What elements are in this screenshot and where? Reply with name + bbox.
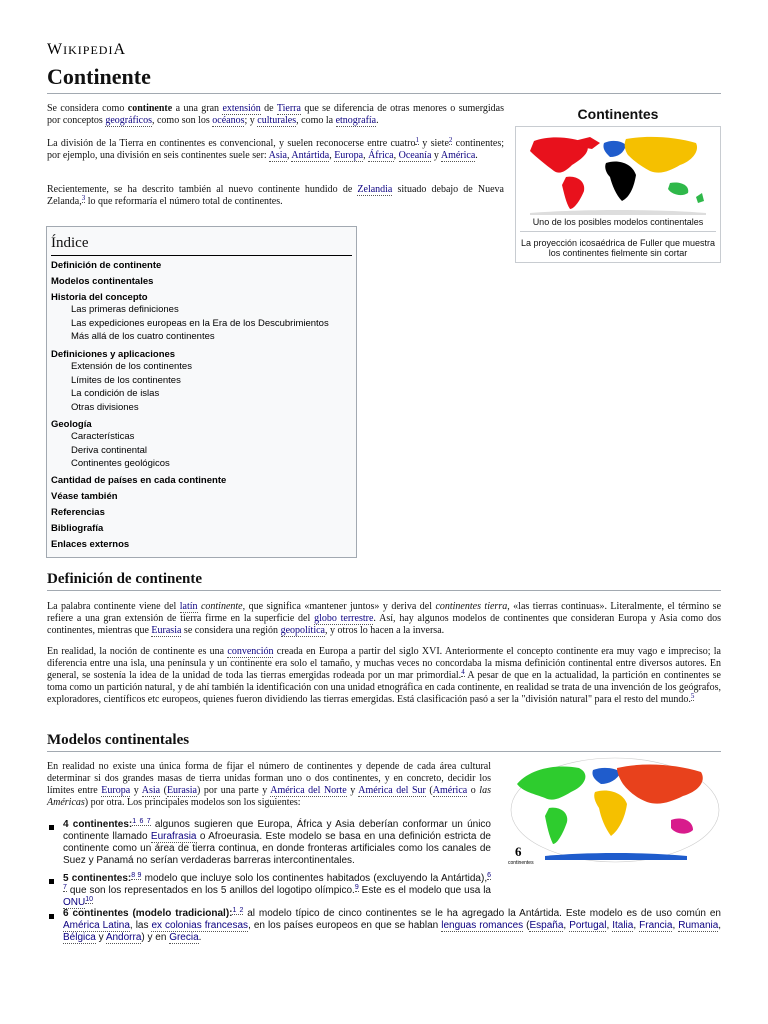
link-america[interactable]: América [440, 150, 476, 161]
page-title: Continente [47, 64, 151, 89]
toc-item[interactable]: Otras divisiones [71, 402, 139, 413]
link-eurasia[interactable]: Eurasia [151, 625, 182, 636]
toc-divider [51, 255, 352, 256]
toc-item[interactable]: Bibliografía [51, 523, 104, 534]
toc-item[interactable]: Límites de los continentes [71, 375, 181, 386]
toc-item[interactable]: Cantidad de países en cada continente [51, 475, 227, 486]
ref-4[interactable]: 4 [461, 667, 465, 676]
link-oceania[interactable]: Oceanía [398, 150, 432, 161]
link-asia-2[interactable]: Asia [141, 785, 161, 796]
link-asia[interactable]: Asia [268, 150, 287, 161]
wikipedia-logo[interactable]: WIKIPEDIA [47, 41, 126, 58]
toc-item[interactable]: Extensión de los continentes [71, 361, 192, 372]
world-map-continents[interactable] [520, 131, 716, 215]
link-francia[interactable]: Francia [639, 920, 673, 931]
toc-title: Índice [51, 235, 89, 251]
list-item-6-continentes: 6 continentes (modelo tradicional):$^{1 2}$ al modelo típico de cinco continentes se le ha agregado la Antártida. Este modelo es de uso común en América Latina, las ex colonias francesas, en los países europeos en que se hablan lenguas romances (España, Portugal, Italia, Francia, Rumania, Bélgica y Andorra) y en Grecia. [63, 906, 722, 943]
infobox [515, 104, 721, 263]
link-europa-2[interactable]: Europa [101, 785, 131, 796]
infobox-title: Continentes [577, 106, 659, 122]
refs-1-6-7[interactable]: 1 6 7 [132, 817, 151, 825]
link-lenguas-romances[interactable]: lenguas romances [441, 920, 524, 931]
map-number-label: 6 [515, 844, 522, 859]
ref-5[interactable]: 5 [690, 691, 695, 700]
infobox-caption-1: Uno de los posibles modelos continentales [532, 217, 704, 227]
definicion-paragraph-1: La palabra continente viene del latín continente, que significa «mantener juntos» y deriva del continentes tierra, «las tierras continuas». Literalmente, el término se refiere a una gran extensión de tierra firme en la superficie del globo terrestre. Así, hay algunos modelos de continentes que consideran Europa y Asia como dos continentes, mientras que Eurasia se considera una región geopolítica, y otros lo hacen a la inversa. [47, 601, 722, 636]
definicion-paragraph-2: En realidad, la noción de continente es una convención creada en Europa a partir del siglo XVI. Anteriormente el concepto continente era muy vago e impreciso; la diferencia entre una isla, una península y un continente era solo el tamaño, y muchas veces no concordaba la misma definición continental entre diversos autores. En general, se sostenía la idea de la unidad de toda las tierras emergidas rodeada por un mar primordial.$^4$ A pesar de que en la actualidad, la partición en continentes se toma como un partición natural, y de ahí también la identificación con una unidad etnográfica en cada continente, en realidad se trata de una invención de los geógrafos, exploradores, científicos etc europeos, quienes fueron dividiendo las tierras emergidas. Está clasificación pasó a ser la "división natural" para el resto del mundo.$^5$ [47, 646, 721, 705]
ref-9[interactable]: 9 [354, 883, 359, 891]
link-america-del-sur[interactable]: América del Sur [358, 785, 426, 796]
six-continents-map[interactable] [505, 756, 720, 866]
link-andorra[interactable]: Andorra [105, 932, 142, 943]
bullet-marker [49, 825, 54, 830]
toc-item[interactable]: Más allá de los cuatro continentes [71, 331, 215, 342]
link-culturales[interactable]: culturales [257, 115, 297, 126]
toc-item[interactable]: Definiciones y aplicaciones [51, 349, 176, 360]
toc-item[interactable]: Enlaces externos [51, 539, 130, 550]
ref-2[interactable]: 2 [448, 135, 453, 144]
link-grecia[interactable]: Grecia [169, 932, 199, 943]
toc-item[interactable]: Las primeras definiciones [71, 304, 179, 315]
bullet-marker [49, 879, 54, 884]
link-latin[interactable]: latín [179, 601, 198, 612]
link-ex-colonias-francesas[interactable]: ex colonias francesas [151, 920, 249, 931]
link-rumania[interactable]: Rumania [678, 920, 719, 931]
ref-10[interactable]: 10 [85, 895, 94, 903]
link-portugal[interactable]: Portugal [569, 920, 607, 931]
link-globo-terrestre[interactable]: globo terrestre [314, 613, 374, 624]
toc-item[interactable]: Las expediciones europeas en la Era de los Descubrimientos [71, 318, 329, 329]
link-italia[interactable]: Italia [612, 920, 634, 931]
link-europa[interactable]: Europa [334, 150, 364, 161]
heading-definicion: Definición de continente [47, 571, 202, 587]
ref-1[interactable]: 1 [415, 135, 419, 144]
link-convencion[interactable]: convención [227, 646, 274, 657]
link-eurafrasia[interactable]: Eurafrasia [150, 831, 197, 842]
heading-modelos: Modelos continentales [47, 732, 190, 748]
infobox-body [515, 126, 721, 263]
link-america-latina[interactable]: América Latina [63, 920, 130, 931]
toc-item[interactable]: Continentes geológicos [71, 458, 170, 469]
link-onu[interactable]: ONU [63, 897, 86, 908]
link-tierra[interactable]: Tierra [276, 103, 301, 114]
toc-item[interactable]: Geología [51, 419, 92, 430]
bullet-marker [49, 914, 54, 919]
heading-definicion-divider [47, 590, 721, 591]
link-oceanos[interactable]: océanos [212, 115, 245, 126]
toc-item[interactable]: Definición de continente [51, 260, 162, 271]
link-belgica[interactable]: Bélgica [63, 932, 96, 943]
intro-paragraph-3: Recientemente, se ha descrito también al nuevo continente hundido de Zelandia situado debajo de Nueva Zelanda,$^3$ lo que reformaría el número total de continentes. [47, 184, 504, 207]
list-item-5-continentes: 5 continentes:$^{8 9}$ modelo que incluye solo los continentes habitados (excluyendo la Antártida),$^{6 7}$ que son los representados en los 5 anillos del logotipo olímpico.$^9$ Este es el modelo que usa la ONU$^{10}$ [63, 871, 491, 908]
table-of-contents [46, 226, 357, 558]
link-geopolitica[interactable]: geopolítica [280, 625, 325, 636]
intro-paragraph-2: La división de la Tierra en continentes es convencional, y suelen reconocerse entre cuatro$^1$ y siete$^2$ continentes; por ejemplo, una división en seis continentes suele ser: Asia, Antártida, Europa, África, Oceanía y América. [47, 135, 505, 161]
link-africa[interactable]: África [368, 150, 394, 161]
toc-item[interactable]: Historia del concepto [51, 292, 148, 303]
ref-3[interactable]: 3 [81, 193, 86, 202]
toc-item[interactable]: La condición de islas [71, 388, 160, 399]
toc-item[interactable]: Véase también [51, 491, 118, 502]
refs-8-9[interactable]: 8 9 [131, 871, 142, 879]
toc-item[interactable]: Referencias [51, 507, 105, 518]
infobox-caption-2: La proyección icosaédrica de Fuller que muestra los continentes fielmente sin cortar [520, 238, 716, 258]
toc-item[interactable]: Deriva continental [71, 445, 148, 456]
link-eurasia-2[interactable]: Eurasia [166, 785, 197, 796]
link-etnografia[interactable]: etnografía [335, 115, 377, 126]
toc-item[interactable]: Modelos continentales [51, 276, 154, 287]
link-antartida[interactable]: Antártida [291, 150, 330, 161]
intro-paragraph-1: Se considera como continente a una gran extensión de Tierra que se diferencia de otras menores o sumergidas por conceptos geográficos, como son los océanos; y culturales, como la etnografía. [47, 103, 504, 126]
list-item-4-continentes: 4 continentes:$^{1 6 7}$ algunos sugieren que Europa, África y Asia deberían conformar un único continente llamado Eurafrasia o Afroeurasia. Este modelo se basa en una definición estricta de continente como un área de tierra continua, en donde fronteras artificiales como los canales de Suez y Panamá no serían verdaderas barreras intercontinentales. [63, 817, 491, 866]
link-geograficos[interactable]: geográficos [105, 115, 152, 126]
link-espana[interactable]: España [529, 920, 564, 931]
refs-1-2[interactable]: 1 2 [232, 906, 244, 914]
link-zelandia[interactable]: Zelandia [357, 184, 393, 195]
toc-item[interactable]: Características [71, 431, 135, 442]
map-word-label: continentes [508, 860, 534, 866]
heading-modelos-divider [47, 751, 721, 752]
link-america-del-norte[interactable]: América del Norte [270, 785, 347, 796]
link-extension[interactable]: extensión [222, 103, 261, 114]
title-divider [47, 93, 721, 94]
refs-6-7[interactable]: 6 7 [63, 871, 491, 891]
modelos-paragraph-1: En realidad no existe una única forma de fijar el número de continentes y depende de cada área cultural determinar si dos grandes masas de tierra unidas forman uno o dos continentes, y en concreto, decidir los límites entre Europa y Asia (Eurasia) por una parte y América del Norte y América del Sur (América o las Américas) por otra. Los principales modelos son los siguientes: [47, 761, 491, 808]
link-america-2[interactable]: América [432, 785, 468, 796]
